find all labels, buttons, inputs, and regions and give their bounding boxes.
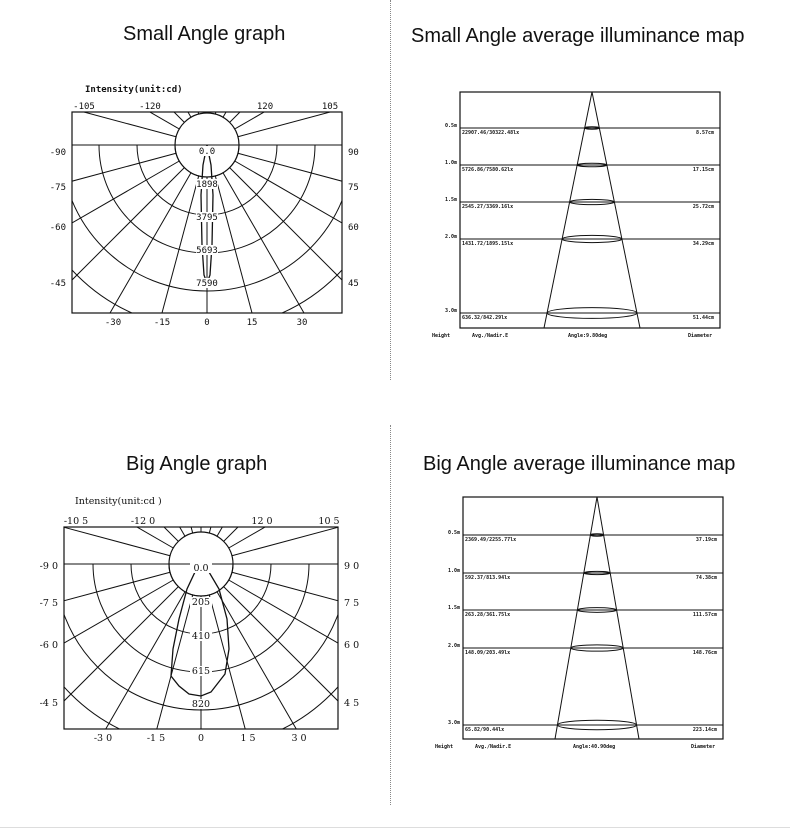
ring-label: 410 xyxy=(191,631,211,642)
avg-nadir-value: 148.09/203.49lx xyxy=(465,650,511,656)
height-label: 0.5m xyxy=(447,530,460,536)
diameter-value: 74.38cm xyxy=(695,575,717,581)
angle-label-left: -4 5 xyxy=(39,698,58,709)
diameter-value: 148.76cm xyxy=(692,650,717,656)
map-frame xyxy=(460,92,720,328)
angle-label-bottom: -30 xyxy=(104,318,122,328)
avg-nadir-value: 592.37/813.94lx xyxy=(465,575,511,581)
angle-label-left: -60 xyxy=(49,223,66,233)
angle-label-right: 90 xyxy=(348,148,359,158)
angle-label-right: 9 0 xyxy=(344,561,360,572)
avg-nadir-value: 2545.27/3369.16lx xyxy=(462,204,514,210)
footer-angle: Angle:9.80deg xyxy=(568,333,608,339)
ring-label: 7590 xyxy=(196,279,218,289)
footer-height: Height xyxy=(432,333,451,339)
polar-radial-line xyxy=(0,0,191,117)
angle-label-bottom: 30 xyxy=(296,318,308,328)
footer-avg-nadir: Avg./Nadir.E xyxy=(475,744,512,750)
big-angle-illuminance-map xyxy=(430,490,760,770)
angle-label-bottom: -15 xyxy=(153,318,171,328)
angle-label-bottom: 3 0 xyxy=(291,733,307,744)
angle-label-bottom: -1 5 xyxy=(146,733,166,744)
cone-edge-left xyxy=(555,497,597,739)
angle-label-left: -7 5 xyxy=(39,598,58,609)
polar-radial-line xyxy=(0,587,178,838)
polar-radial-line xyxy=(20,595,193,838)
avg-nadir-value: 65.82/90.44lx xyxy=(465,727,505,733)
polar-radial-line xyxy=(0,572,170,745)
diameter-value: 34.29cm xyxy=(692,241,714,247)
big-angle-graph-title: Big Angle graph xyxy=(126,453,268,475)
height-label: 3.0m xyxy=(444,308,457,314)
height-label: 1.5m xyxy=(444,197,457,203)
angle-label-top: -105 xyxy=(73,102,95,112)
ring-label: 5693 xyxy=(196,246,218,256)
angle-label-top: -10 5 xyxy=(63,516,89,527)
small-angle-graph-title: Small Angle graph xyxy=(123,23,286,45)
small-angle-polar-chart xyxy=(0,70,390,410)
avg-nadir-value: 22907.46/30322.48lx xyxy=(462,130,520,136)
polar-arc xyxy=(0,145,467,405)
ring-label: 820 xyxy=(191,699,211,710)
ring-label: 205 xyxy=(191,597,211,608)
polar-radial-line xyxy=(0,580,173,838)
angle-label-top: 10 5 xyxy=(318,516,340,527)
diameter-value: 223.14cm xyxy=(692,727,717,733)
angle-label-top: 120 xyxy=(256,102,274,112)
angle-label-left: -6 0 xyxy=(39,640,58,651)
diameter-value: 37.19cm xyxy=(695,537,717,543)
footer-height: Height xyxy=(435,744,454,750)
avg-nadir-value: 1431.72/1895.15lx xyxy=(462,241,514,247)
angle-label-top: -120 xyxy=(139,102,161,112)
height-label: 2.0m xyxy=(447,643,460,649)
angle-label-right: 4 5 xyxy=(344,698,360,709)
ring-label: 615 xyxy=(191,666,211,677)
footer-diameter: Diameter xyxy=(691,744,716,750)
intensity-unit-label: Intensity(unit:cd ) xyxy=(75,496,162,507)
vertical-divider-bottom xyxy=(390,425,391,805)
angle-label-right: 75 xyxy=(348,183,359,193)
height-label: 2.0m xyxy=(444,234,457,240)
angle-label-bottom: 0 xyxy=(197,733,205,744)
big-angle-polar-chart xyxy=(0,490,390,830)
vertical-divider-top xyxy=(390,0,391,380)
angle-label-right: 7 5 xyxy=(344,598,360,609)
angle-label-bottom: 15 xyxy=(246,318,258,328)
small-angle-map-title: Small Angle average illuminance map xyxy=(411,25,745,47)
height-label: 3.0m xyxy=(447,720,460,726)
angle-label-bottom: 0 xyxy=(204,318,210,328)
polar-radial-line xyxy=(0,0,176,137)
footer-angle: Angle:40.90deg xyxy=(573,744,616,750)
footer-avg-nadir: Avg./Nadir.E xyxy=(472,333,509,339)
intensity-unit-label: Intensity(unit:cd) xyxy=(85,85,183,95)
polar-radial-line xyxy=(209,595,382,838)
diameter-value: 25.72cm xyxy=(692,204,714,210)
angle-label-right: 60 xyxy=(348,223,359,233)
cone-edge-right xyxy=(597,497,639,739)
angle-label-bottom: 1 5 xyxy=(240,733,256,744)
avg-nadir-value: 5726.86/7580.62lx xyxy=(462,167,514,173)
small-angle-illuminance-map xyxy=(430,85,760,355)
map-frame xyxy=(463,497,723,739)
avg-nadir-value: 636.32/842.29lx xyxy=(462,315,508,321)
angle-label-bottom: -3 0 xyxy=(93,733,113,744)
diameter-value: 17.15cm xyxy=(692,167,714,173)
angle-label-right: 6 0 xyxy=(344,640,360,651)
polar-radial-line xyxy=(0,161,179,495)
angle-label-left: -9 0 xyxy=(39,561,58,572)
angle-label-top: 12 0 xyxy=(251,516,273,527)
angle-label-right: 45 xyxy=(348,279,359,289)
ring-label: 0.0 xyxy=(198,147,216,157)
ring-label: 1898 xyxy=(196,180,218,190)
footer-diameter: Diameter xyxy=(688,333,713,339)
ring-label: 0.0 xyxy=(193,563,209,574)
polar-radial-line xyxy=(26,0,199,114)
avg-nadir-value: 2369.49/2255.77lx xyxy=(465,537,517,543)
avg-nadir-value: 263.28/361.75lx xyxy=(465,612,511,618)
ring-label: 3795 xyxy=(196,213,218,223)
height-label: 1.0m xyxy=(444,160,457,166)
angle-label-left: -45 xyxy=(49,279,66,289)
polar-radial-line xyxy=(215,0,388,114)
diameter-value: 51.44cm xyxy=(692,315,714,321)
polar-radial-line xyxy=(0,592,185,838)
angle-label-top: -12 0 xyxy=(130,516,156,527)
polar-radial-line xyxy=(0,153,176,326)
polar-arc xyxy=(0,564,461,824)
diameter-value: 111.57cm xyxy=(692,612,717,618)
height-label: 1.0m xyxy=(447,568,460,574)
big-angle-map-title: Big Angle average illuminance map xyxy=(423,453,736,475)
angle-label-left: -75 xyxy=(49,183,66,193)
angle-label-left: -90 xyxy=(49,148,66,158)
diameter-value: 8.57cm xyxy=(695,130,714,136)
polar-arc xyxy=(0,145,429,367)
angle-label-top: 105 xyxy=(321,102,339,112)
height-label: 0.5m xyxy=(444,123,457,129)
height-label: 1.5m xyxy=(447,605,460,611)
